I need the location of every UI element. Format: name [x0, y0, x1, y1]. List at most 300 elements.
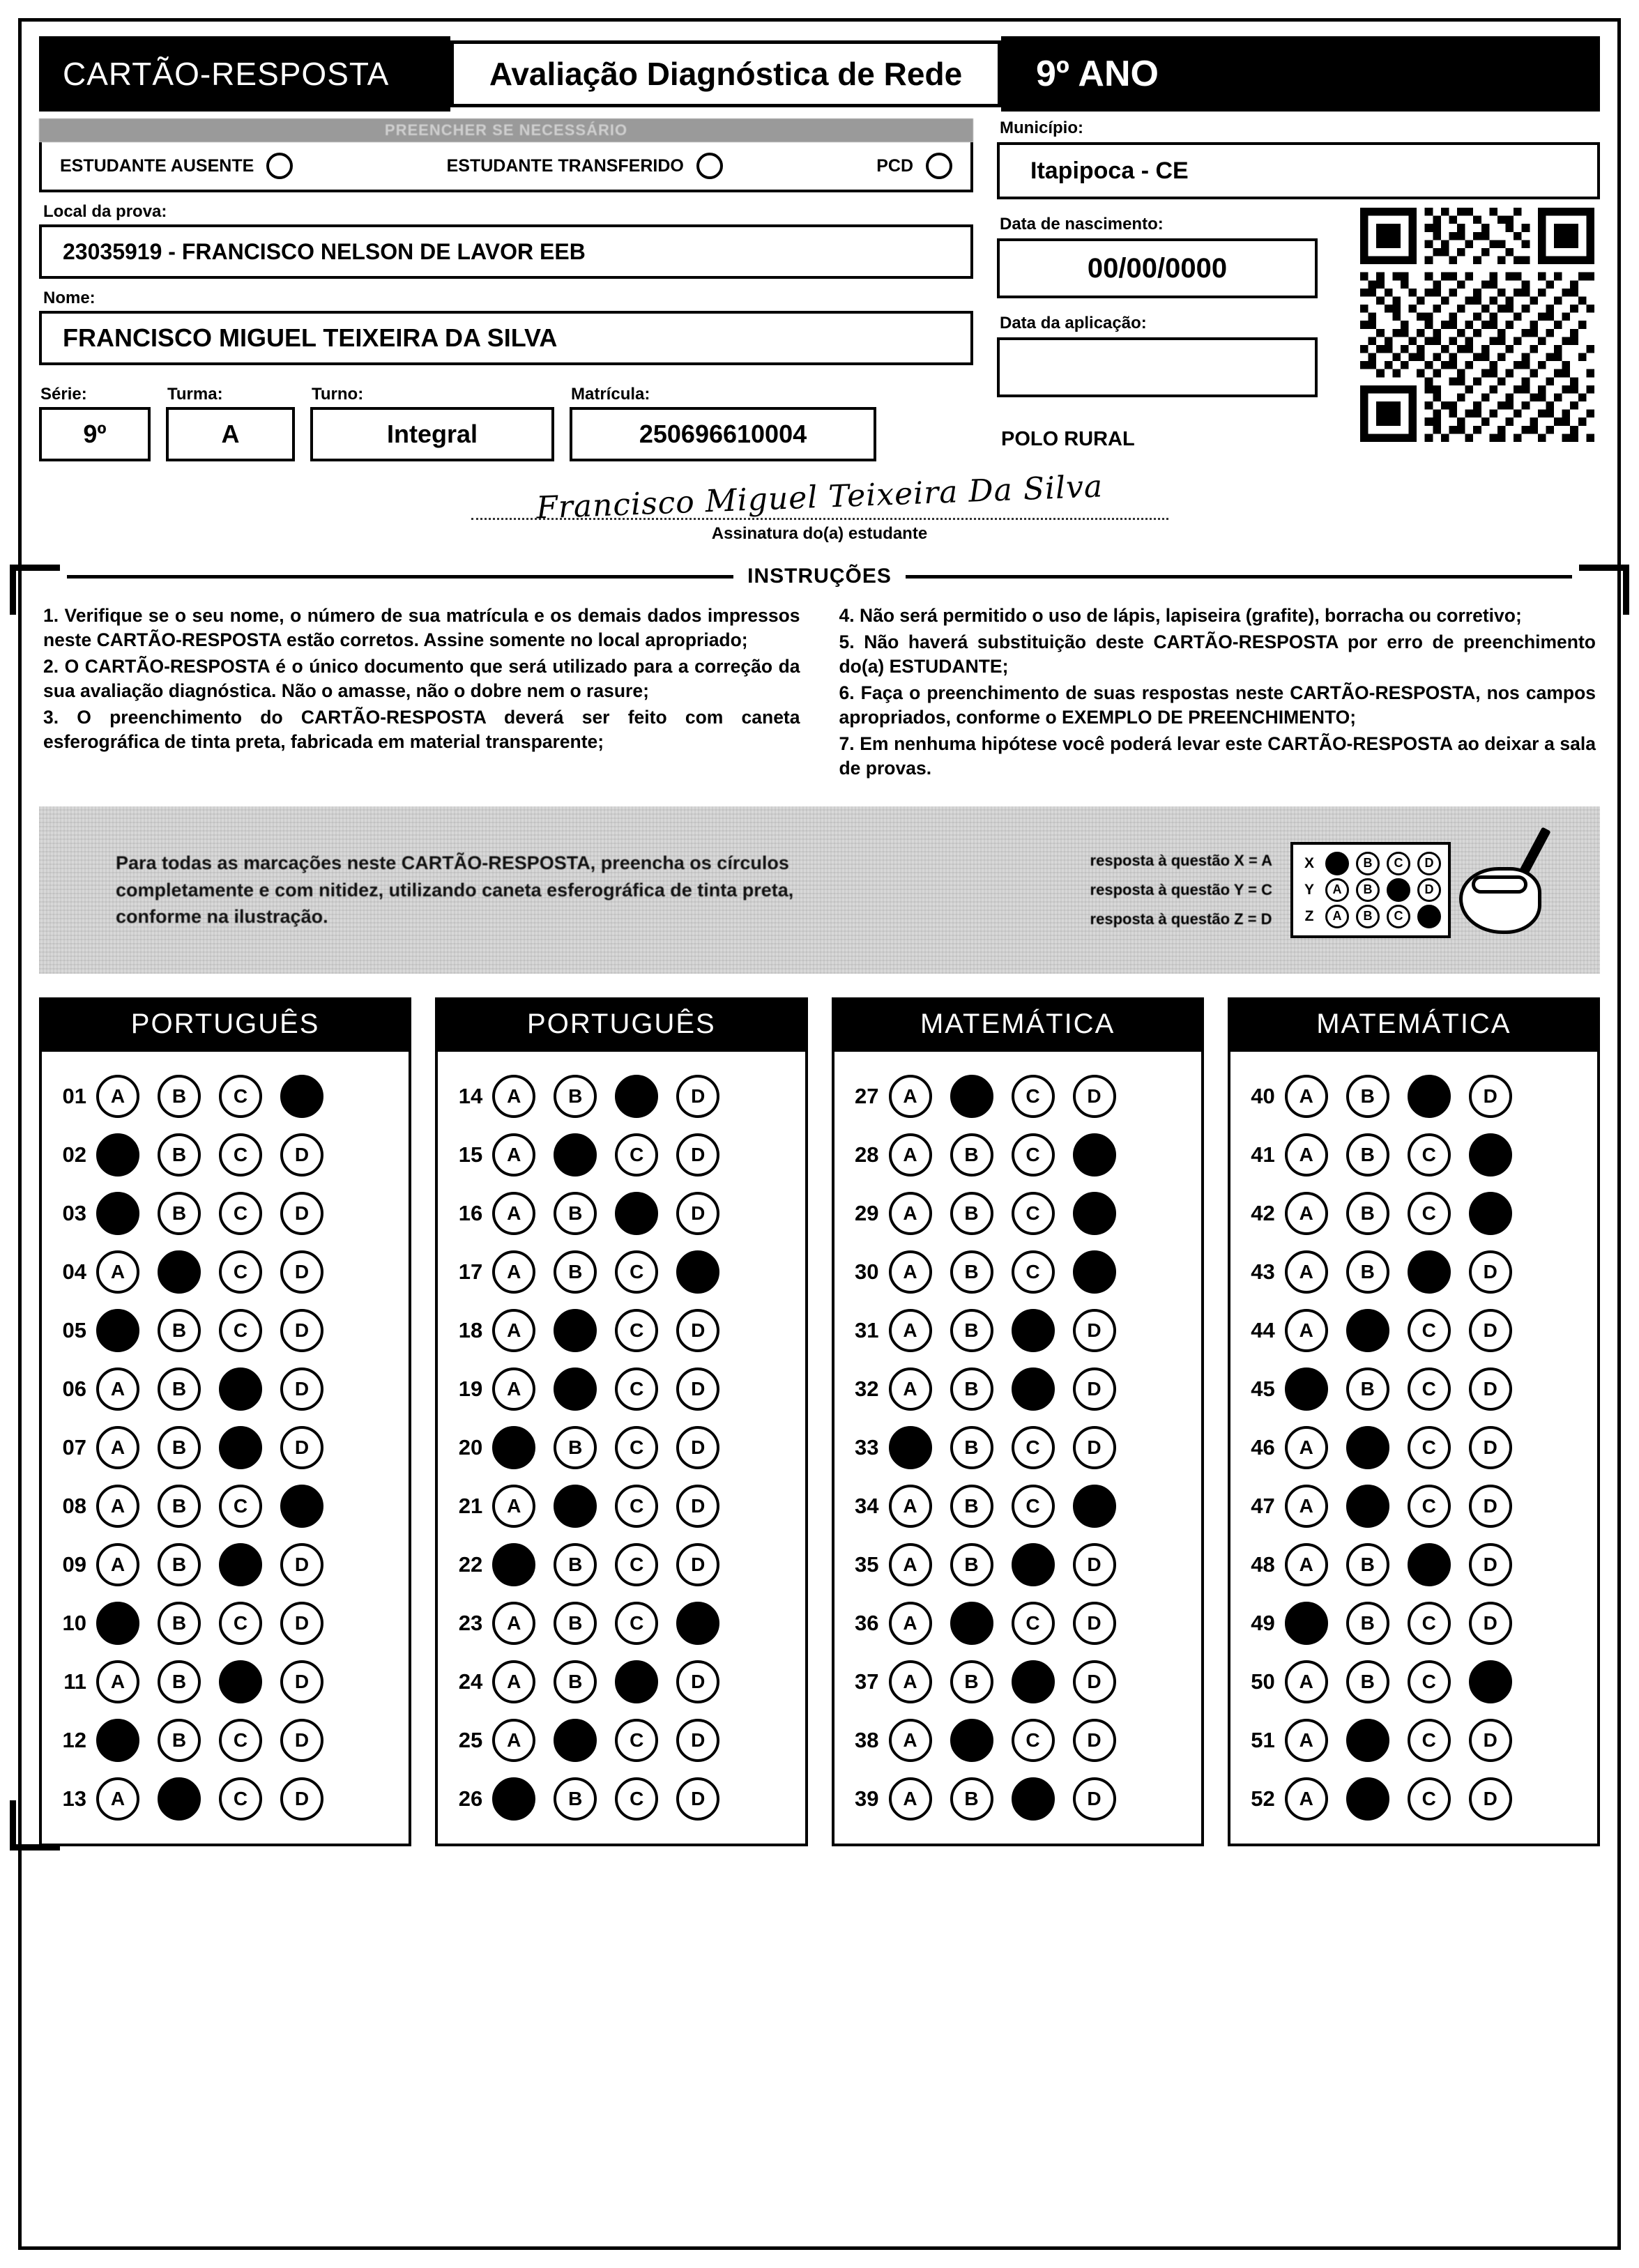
- answer-bubble-c[interactable]: C: [1012, 1250, 1055, 1294]
- answer-bubble-a[interactable]: A: [889, 1367, 932, 1411]
- answer-bubble-c[interactable]: C: [615, 1485, 658, 1528]
- answer-bubble-b[interactable]: B: [1346, 1777, 1389, 1821]
- answer-bubble-c[interactable]: C: [1012, 1309, 1055, 1352]
- question-row: [53, 1243, 397, 1301]
- answer-bubble-a[interactable]: A: [96, 1485, 139, 1528]
- instruction-item: 7. Em nenhuma hipótese você poderá levar este CARTÃO-RESPOSTA ao deixar a sala de provas.: [839, 733, 1596, 779]
- answer-bubble-b[interactable]: B: [158, 1075, 201, 1118]
- answer-bubble-c[interactable]: C: [615, 1777, 658, 1821]
- answer-bubble-c[interactable]: C: [1408, 1075, 1451, 1118]
- pcd-option[interactable]: [876, 153, 952, 179]
- answer-bubble-a[interactable]: A: [492, 1133, 535, 1177]
- answer-bubble-d[interactable]: D: [1073, 1543, 1116, 1586]
- question-row: [449, 1418, 793, 1477]
- answer-bubbles: [1285, 1602, 1512, 1645]
- answer-bubble-b[interactable]: B: [554, 1250, 597, 1294]
- answer-bubble-d[interactable]: D: [1469, 1602, 1512, 1645]
- aplicacao-field[interactable]: [997, 337, 1318, 397]
- answer-bubble-b[interactable]: B: [1346, 1075, 1389, 1118]
- fill-example-bubble-a: A: [1325, 852, 1349, 875]
- answer-bubble-a[interactable]: A: [492, 1192, 535, 1235]
- answer-bubble-d[interactable]: D: [280, 1250, 323, 1294]
- hand-with-pen-icon: [1454, 831, 1558, 949]
- answer-bubble-d[interactable]: D: [280, 1485, 323, 1528]
- answer-bubble-c[interactable]: C: [1012, 1192, 1055, 1235]
- fill-example-legend: [1090, 846, 1272, 933]
- answer-bubble-a[interactable]: A: [1285, 1719, 1328, 1762]
- question-number: 27: [855, 1083, 879, 1108]
- answer-bubble-a[interactable]: A: [1285, 1367, 1328, 1411]
- instructions-column-right: [839, 604, 1596, 783]
- answer-bubble-d[interactable]: D: [676, 1309, 719, 1352]
- answer-bubble-b[interactable]: B: [1346, 1719, 1389, 1762]
- answer-bubble-b[interactable]: B: [158, 1719, 201, 1762]
- answer-bubble-b[interactable]: B: [1346, 1426, 1389, 1469]
- answer-bubble-d[interactable]: D: [676, 1250, 719, 1294]
- answer-bubble-c[interactable]: C: [219, 1192, 262, 1235]
- answer-bubble-a[interactable]: A: [1285, 1250, 1328, 1294]
- student-absent-bubble[interactable]: [266, 153, 293, 179]
- instructions-rule-left: [67, 575, 733, 579]
- answer-bubble-d[interactable]: D: [676, 1192, 719, 1235]
- answer-bubbles: [889, 1426, 1116, 1469]
- answer-bubble-a[interactable]: A: [96, 1426, 139, 1469]
- answer-bubble-d[interactable]: D: [280, 1719, 323, 1762]
- answer-bubble-d[interactable]: D: [280, 1777, 323, 1821]
- answer-bubble-c[interactable]: C: [1012, 1602, 1055, 1645]
- instruction-item: 4. Não será permitido o uso de lápis, lapiseira (grafite), borracha ou corretivo;: [839, 605, 1522, 626]
- answer-bubble-c[interactable]: C: [615, 1075, 658, 1118]
- question-row: [449, 1067, 793, 1126]
- answer-bubble-d[interactable]: D: [676, 1485, 719, 1528]
- answer-bubble-d[interactable]: D: [280, 1309, 323, 1352]
- answer-bubble-d[interactable]: D: [280, 1192, 323, 1235]
- answer-bubble-c[interactable]: C: [1408, 1133, 1451, 1177]
- answer-bubbles: [492, 1133, 719, 1177]
- answer-bubble-d[interactable]: D: [676, 1543, 719, 1586]
- answer-bubble-b[interactable]: B: [950, 1719, 993, 1762]
- answer-bubble-d[interactable]: D: [1073, 1309, 1116, 1352]
- answer-bubble-a[interactable]: A: [1285, 1777, 1328, 1821]
- answer-bubble-b[interactable]: B: [554, 1133, 597, 1177]
- instruction-item: 2. O CARTÃO-RESPOSTA é o único documento que será utilizado para a correção da sua avaliação diagnóstica. Não o amasse, não o dobre nem o rasure;: [43, 655, 800, 701]
- question-row: [846, 1418, 1190, 1477]
- answer-bubble-d[interactable]: D: [1469, 1133, 1512, 1177]
- answer-bubble-b[interactable]: B: [950, 1192, 993, 1235]
- nome-field[interactable]: FRANCISCO MIGUEL TEIXEIRA DA SILVA: [39, 311, 973, 365]
- answer-column: [435, 997, 807, 1846]
- answer-bubble-a[interactable]: A: [889, 1777, 932, 1821]
- answer-bubble-b[interactable]: B: [1346, 1250, 1389, 1294]
- student-absent-label: ESTUDANTE AUSENTE: [60, 155, 254, 176]
- answer-bubble-d[interactable]: D: [1469, 1367, 1512, 1411]
- answer-bubble-c[interactable]: C: [219, 1133, 262, 1177]
- answer-bubble-b[interactable]: B: [950, 1075, 993, 1118]
- answer-bubble-a[interactable]: A: [492, 1250, 535, 1294]
- answer-bubble-b[interactable]: B: [554, 1777, 597, 1821]
- answer-bubble-d[interactable]: D: [676, 1426, 719, 1469]
- answer-bubble-c[interactable]: C: [219, 1426, 262, 1469]
- answer-bubble-a[interactable]: A: [889, 1250, 932, 1294]
- answer-bubble-b[interactable]: B: [158, 1426, 201, 1469]
- answer-bubble-d[interactable]: D: [676, 1075, 719, 1118]
- answer-bubble-b[interactable]: B: [554, 1485, 597, 1528]
- question-number: 14: [458, 1083, 483, 1108]
- answer-bubble-c[interactable]: C: [615, 1250, 658, 1294]
- answer-bubble-b[interactable]: B: [950, 1133, 993, 1177]
- answer-bubble-b[interactable]: B: [1346, 1367, 1389, 1411]
- answer-bubble-b[interactable]: B: [158, 1660, 201, 1703]
- turma-field[interactable]: A: [166, 407, 295, 461]
- answer-bubble-b[interactable]: B: [1346, 1309, 1389, 1352]
- question-number: 34: [855, 1493, 879, 1518]
- answer-bubble-a[interactable]: A: [492, 1367, 535, 1411]
- answer-bubble-d[interactable]: D: [1469, 1485, 1512, 1528]
- answer-bubble-c[interactable]: C: [615, 1309, 658, 1352]
- answer-bubbles: [492, 1777, 719, 1821]
- answer-bubble-c[interactable]: C: [219, 1309, 262, 1352]
- answer-bubble-b[interactable]: B: [1346, 1543, 1389, 1586]
- answer-bubble-b[interactable]: B: [158, 1309, 201, 1352]
- fill-example-legend-line: resposta à questão Z = D: [1090, 910, 1272, 928]
- answer-bubbles: [889, 1719, 1116, 1762]
- answer-bubbles: [889, 1602, 1116, 1645]
- serie-field[interactable]: 9º: [39, 407, 151, 461]
- answer-bubble-d[interactable]: D: [676, 1133, 719, 1177]
- answer-bubble-c[interactable]: C: [219, 1777, 262, 1821]
- answer-bubble-d[interactable]: D: [1073, 1602, 1116, 1645]
- question-number: 20: [458, 1434, 483, 1459]
- answer-bubble-d[interactable]: D: [1469, 1719, 1512, 1762]
- answer-bubble-b[interactable]: B: [950, 1602, 993, 1645]
- question-row: [1242, 1770, 1586, 1828]
- answer-bubble-b[interactable]: B: [554, 1719, 597, 1762]
- answer-bubble-c[interactable]: C: [1408, 1192, 1451, 1235]
- answer-bubble-a[interactable]: A: [1285, 1602, 1328, 1645]
- answer-bubble-c[interactable]: C: [615, 1719, 658, 1762]
- pcd-label: PCD: [876, 155, 914, 176]
- answer-bubble-d[interactable]: D: [676, 1602, 719, 1645]
- answer-bubbles: [1285, 1192, 1512, 1235]
- answer-bubble-a[interactable]: A: [1285, 1075, 1328, 1118]
- answer-bubble-a[interactable]: A: [889, 1485, 932, 1528]
- answer-bubble-b[interactable]: B: [158, 1602, 201, 1645]
- answer-bubble-a[interactable]: A: [889, 1719, 932, 1762]
- answer-bubble-a[interactable]: A: [96, 1719, 139, 1762]
- answer-bubble-a[interactable]: A: [889, 1426, 932, 1469]
- answer-bubble-c[interactable]: C: [1408, 1543, 1451, 1586]
- answer-bubble-a[interactable]: A: [1285, 1192, 1328, 1235]
- question-number: 09: [62, 1551, 86, 1577]
- answer-bubble-d[interactable]: D: [1073, 1777, 1116, 1821]
- answer-bubble-c[interactable]: C: [1408, 1250, 1451, 1294]
- answer-bubble-d[interactable]: D: [280, 1133, 323, 1177]
- answer-bubble-a[interactable]: A: [96, 1133, 139, 1177]
- instruction-item: 5. Não haverá substituição deste CARTÃO-RESPOSTA por erro de preenchimento do(a) ESTUDANTE;: [839, 631, 1596, 677]
- answer-bubble-d[interactable]: D: [280, 1543, 323, 1586]
- fill-example-bubble-d: D: [1417, 878, 1441, 902]
- question-row: [449, 1184, 793, 1243]
- answer-bubble-a[interactable]: A: [96, 1192, 139, 1235]
- answer-bubble-b[interactable]: B: [158, 1777, 201, 1821]
- answer-bubble-a[interactable]: A: [96, 1660, 139, 1703]
- answer-bubbles: [492, 1367, 719, 1411]
- answer-bubble-b[interactable]: B: [1346, 1485, 1389, 1528]
- question-row: [449, 1711, 793, 1770]
- question-row: [1242, 1301, 1586, 1360]
- answer-bubble-b[interactable]: B: [950, 1485, 993, 1528]
- answer-bubble-b[interactable]: B: [950, 1367, 993, 1411]
- answer-bubbles: [96, 1543, 323, 1586]
- answer-bubble-d[interactable]: D: [676, 1719, 719, 1762]
- answer-bubble-b[interactable]: B: [554, 1192, 597, 1235]
- question-number: 33: [855, 1434, 879, 1459]
- answer-bubble-c[interactable]: C: [1408, 1660, 1451, 1703]
- answer-bubble-b[interactable]: B: [158, 1485, 201, 1528]
- answer-bubble-b[interactable]: B: [950, 1777, 993, 1821]
- answer-bubbles: [96, 1250, 323, 1294]
- answer-bubble-d[interactable]: D: [280, 1602, 323, 1645]
- answer-bubble-c[interactable]: C: [219, 1602, 262, 1645]
- answer-bubble-c[interactable]: C: [1012, 1075, 1055, 1118]
- answer-bubble-c[interactable]: C: [219, 1543, 262, 1586]
- fill-example-legend-line: resposta à questão Y = C: [1090, 880, 1272, 898]
- answer-bubble-c[interactable]: C: [219, 1719, 262, 1762]
- answer-bubble-d[interactable]: D: [1073, 1075, 1116, 1118]
- answer-bubble-a[interactable]: A: [492, 1309, 535, 1352]
- question-number: 49: [1251, 1610, 1275, 1635]
- answer-bubble-d[interactable]: D: [1073, 1250, 1116, 1294]
- answer-bubbles: [492, 1660, 719, 1703]
- answer-bubble-c[interactable]: C: [1408, 1367, 1451, 1411]
- student-absent-option[interactable]: [60, 153, 293, 179]
- question-row: [449, 1360, 793, 1418]
- answer-bubble-a[interactable]: A: [1285, 1133, 1328, 1177]
- turno-field[interactable]: Integral: [310, 407, 554, 461]
- question-number: 22: [458, 1551, 483, 1577]
- answer-bubble-c[interactable]: C: [1012, 1133, 1055, 1177]
- answer-bubble-c[interactable]: C: [219, 1250, 262, 1294]
- answer-bubble-d[interactable]: D: [1073, 1192, 1116, 1235]
- question-number: 26: [458, 1786, 483, 1811]
- question-row: [1242, 1418, 1586, 1477]
- status-options-row: [39, 142, 973, 192]
- question-number: 25: [458, 1727, 483, 1752]
- answer-bubble-d[interactable]: D: [1469, 1543, 1512, 1586]
- answer-bubble-c[interactable]: C: [1012, 1485, 1055, 1528]
- answer-bubble-b[interactable]: B: [554, 1543, 597, 1586]
- answer-bubble-a[interactable]: A: [96, 1367, 139, 1411]
- answer-bubbles: [96, 1192, 323, 1235]
- answer-bubble-a[interactable]: A: [1285, 1485, 1328, 1528]
- answer-bubble-c[interactable]: C: [1408, 1719, 1451, 1762]
- answer-bubble-c[interactable]: C: [219, 1075, 262, 1118]
- answer-bubble-d[interactable]: D: [1073, 1719, 1116, 1762]
- answer-bubble-b[interactable]: B: [950, 1250, 993, 1294]
- question-row: [1242, 1184, 1586, 1243]
- student-transferred-bubble[interactable]: [696, 153, 723, 179]
- answer-bubble-a[interactable]: A: [96, 1777, 139, 1821]
- pcd-bubble[interactable]: [926, 153, 952, 179]
- answer-bubble-b[interactable]: B: [554, 1426, 597, 1469]
- answer-bubble-a[interactable]: A: [1285, 1543, 1328, 1586]
- answer-bubble-a[interactable]: A: [492, 1660, 535, 1703]
- answer-bubbles: [1285, 1543, 1512, 1586]
- answer-bubble-b[interactable]: B: [554, 1075, 597, 1118]
- question-number: 12: [62, 1727, 86, 1752]
- answer-bubble-c[interactable]: C: [615, 1192, 658, 1235]
- answer-bubble-d[interactable]: D: [1469, 1309, 1512, 1352]
- question-number: 10: [62, 1610, 86, 1635]
- municipio-field[interactable]: Itapipoca - CE: [997, 142, 1600, 199]
- instructions-column-left: [43, 604, 800, 783]
- answer-bubbles: [492, 1719, 719, 1762]
- answer-bubble-c[interactable]: C: [1408, 1426, 1451, 1469]
- answer-bubble-b[interactable]: B: [554, 1367, 597, 1411]
- answer-bubble-b[interactable]: B: [1346, 1133, 1389, 1177]
- answer-bubble-d[interactable]: D: [1469, 1777, 1512, 1821]
- answer-bubble-d[interactable]: D: [280, 1426, 323, 1469]
- instructions-rule-right: [906, 575, 1572, 579]
- answer-bubble-a[interactable]: A: [889, 1192, 932, 1235]
- answer-bubble-a[interactable]: A: [889, 1133, 932, 1177]
- answer-bubble-b[interactable]: B: [950, 1543, 993, 1586]
- answer-bubble-b[interactable]: B: [158, 1250, 201, 1294]
- answer-bubble-c[interactable]: C: [219, 1367, 262, 1411]
- answer-bubble-a[interactable]: A: [492, 1426, 535, 1469]
- answer-bubble-a[interactable]: A: [492, 1543, 535, 1586]
- answer-bubble-d[interactable]: D: [280, 1660, 323, 1703]
- question-number: 36: [855, 1610, 879, 1635]
- question-number: 42: [1251, 1200, 1275, 1225]
- answer-bubble-a[interactable]: A: [492, 1602, 535, 1645]
- answer-bubble-d[interactable]: D: [1073, 1426, 1116, 1469]
- answer-bubble-d[interactable]: D: [1073, 1133, 1116, 1177]
- answer-bubble-c[interactable]: C: [1012, 1660, 1055, 1703]
- answer-bubble-b[interactable]: B: [950, 1309, 993, 1352]
- answer-bubble-a[interactable]: A: [492, 1075, 535, 1118]
- question-row: [53, 1653, 397, 1711]
- answer-bubble-a[interactable]: A: [96, 1250, 139, 1294]
- answer-bubble-c[interactable]: C: [615, 1426, 658, 1469]
- answer-bubble-c[interactable]: C: [1012, 1543, 1055, 1586]
- answer-bubble-b[interactable]: B: [554, 1660, 597, 1703]
- answer-bubble-d[interactable]: D: [280, 1367, 323, 1411]
- answer-column: [832, 997, 1204, 1846]
- answer-bubble-c[interactable]: C: [1408, 1602, 1451, 1645]
- answer-bubble-b[interactable]: B: [158, 1192, 201, 1235]
- answer-bubble-d[interactable]: D: [676, 1367, 719, 1411]
- answer-bubble-c[interactable]: C: [615, 1543, 658, 1586]
- question-row: [53, 1594, 397, 1653]
- answer-bubble-d[interactable]: D: [1073, 1660, 1116, 1703]
- answer-bubble-a[interactable]: A: [492, 1485, 535, 1528]
- answer-bubble-d[interactable]: D: [280, 1075, 323, 1118]
- answer-bubble-a[interactable]: A: [889, 1602, 932, 1645]
- answer-bubble-b[interactable]: B: [950, 1426, 993, 1469]
- answer-bubble-c[interactable]: C: [1012, 1719, 1055, 1762]
- answer-bubble-a[interactable]: A: [96, 1602, 139, 1645]
- answer-bubble-d[interactable]: D: [1073, 1367, 1116, 1411]
- answer-bubble-c[interactable]: C: [1408, 1309, 1451, 1352]
- answer-bubble-b[interactable]: B: [1346, 1660, 1389, 1703]
- question-row: [1242, 1594, 1586, 1653]
- answer-bubble-a[interactable]: A: [889, 1543, 932, 1586]
- answer-bubble-a[interactable]: A: [492, 1777, 535, 1821]
- turma-label: Turma:: [167, 385, 223, 404]
- local-field[interactable]: 23035919 - FRANCISCO NELSON DE LAVOR EEB: [39, 224, 973, 279]
- answer-bubble-a[interactable]: A: [889, 1309, 932, 1352]
- answer-bubble-c[interactable]: C: [1012, 1367, 1055, 1411]
- answer-bubble-d[interactable]: D: [1073, 1485, 1116, 1528]
- header-grade: 9º ANO: [1001, 36, 1600, 112]
- answer-bubble-a[interactable]: A: [1285, 1309, 1328, 1352]
- matricula-field[interactable]: 250696610004: [570, 407, 876, 461]
- answer-bubble-b[interactable]: B: [158, 1133, 201, 1177]
- answer-bubble-d[interactable]: D: [1469, 1660, 1512, 1703]
- question-row: [846, 1711, 1190, 1770]
- answer-bubble-a[interactable]: A: [96, 1309, 139, 1352]
- fill-example-bubble-d: D: [1417, 852, 1441, 875]
- answer-bubble-c[interactable]: C: [615, 1367, 658, 1411]
- question-row: [846, 1243, 1190, 1301]
- answer-bubbles: [1285, 1250, 1512, 1294]
- answer-bubble-a[interactable]: A: [96, 1075, 139, 1118]
- answer-bubbles: [96, 1309, 323, 1352]
- polo-text: POLO RURAL: [1001, 428, 1135, 450]
- answer-bubble-c[interactable]: C: [1408, 1485, 1451, 1528]
- question-number: 48: [1251, 1551, 1275, 1577]
- answer-bubble-d[interactable]: D: [1469, 1075, 1512, 1118]
- question-row: [846, 1535, 1190, 1594]
- answer-bubble-b[interactable]: B: [554, 1602, 597, 1645]
- answer-bubble-a[interactable]: A: [1285, 1426, 1328, 1469]
- answer-bubble-a[interactable]: A: [96, 1543, 139, 1586]
- answer-bubble-c[interactable]: C: [615, 1133, 658, 1177]
- answer-bubble-c[interactable]: C: [1012, 1777, 1055, 1821]
- answer-bubble-a[interactable]: A: [1285, 1660, 1328, 1703]
- answer-bubble-d[interactable]: D: [676, 1777, 719, 1821]
- answer-bubble-d[interactable]: D: [1469, 1250, 1512, 1294]
- answer-bubble-b[interactable]: B: [950, 1660, 993, 1703]
- answer-bubble-b[interactable]: B: [1346, 1192, 1389, 1235]
- answer-bubble-a[interactable]: A: [492, 1719, 535, 1762]
- answer-bubble-b[interactable]: B: [158, 1367, 201, 1411]
- answer-bubble-d[interactable]: D: [676, 1660, 719, 1703]
- answer-bubble-b[interactable]: B: [554, 1309, 597, 1352]
- question-number: 11: [63, 1669, 86, 1694]
- answer-bubble-b[interactable]: B: [1346, 1602, 1389, 1645]
- answer-bubble-a[interactable]: A: [889, 1075, 932, 1118]
- answer-bubble-c[interactable]: C: [615, 1602, 658, 1645]
- fill-example-grid: [1290, 842, 1451, 938]
- answer-column-title: PORTUGUÊS: [435, 997, 807, 1052]
- nascimento-field[interactable]: 00/00/0000: [997, 238, 1318, 298]
- answer-bubbles: [1285, 1485, 1512, 1528]
- fill-example-row-label: Y: [1304, 881, 1314, 898]
- answer-bubble-c[interactable]: C: [219, 1485, 262, 1528]
- answer-bubble-c[interactable]: C: [1408, 1777, 1451, 1821]
- answer-bubble-a[interactable]: A: [889, 1660, 932, 1703]
- answer-bubble-d[interactable]: D: [1469, 1426, 1512, 1469]
- answer-bubble-b[interactable]: B: [158, 1543, 201, 1586]
- answer-bubble-c[interactable]: C: [615, 1660, 658, 1703]
- student-transferred-option[interactable]: [447, 153, 723, 179]
- answer-bubble-c[interactable]: C: [1012, 1426, 1055, 1469]
- question-number: 50: [1251, 1669, 1275, 1694]
- answer-bubble-d[interactable]: D: [1469, 1192, 1512, 1235]
- answer-bubble-c[interactable]: C: [219, 1660, 262, 1703]
